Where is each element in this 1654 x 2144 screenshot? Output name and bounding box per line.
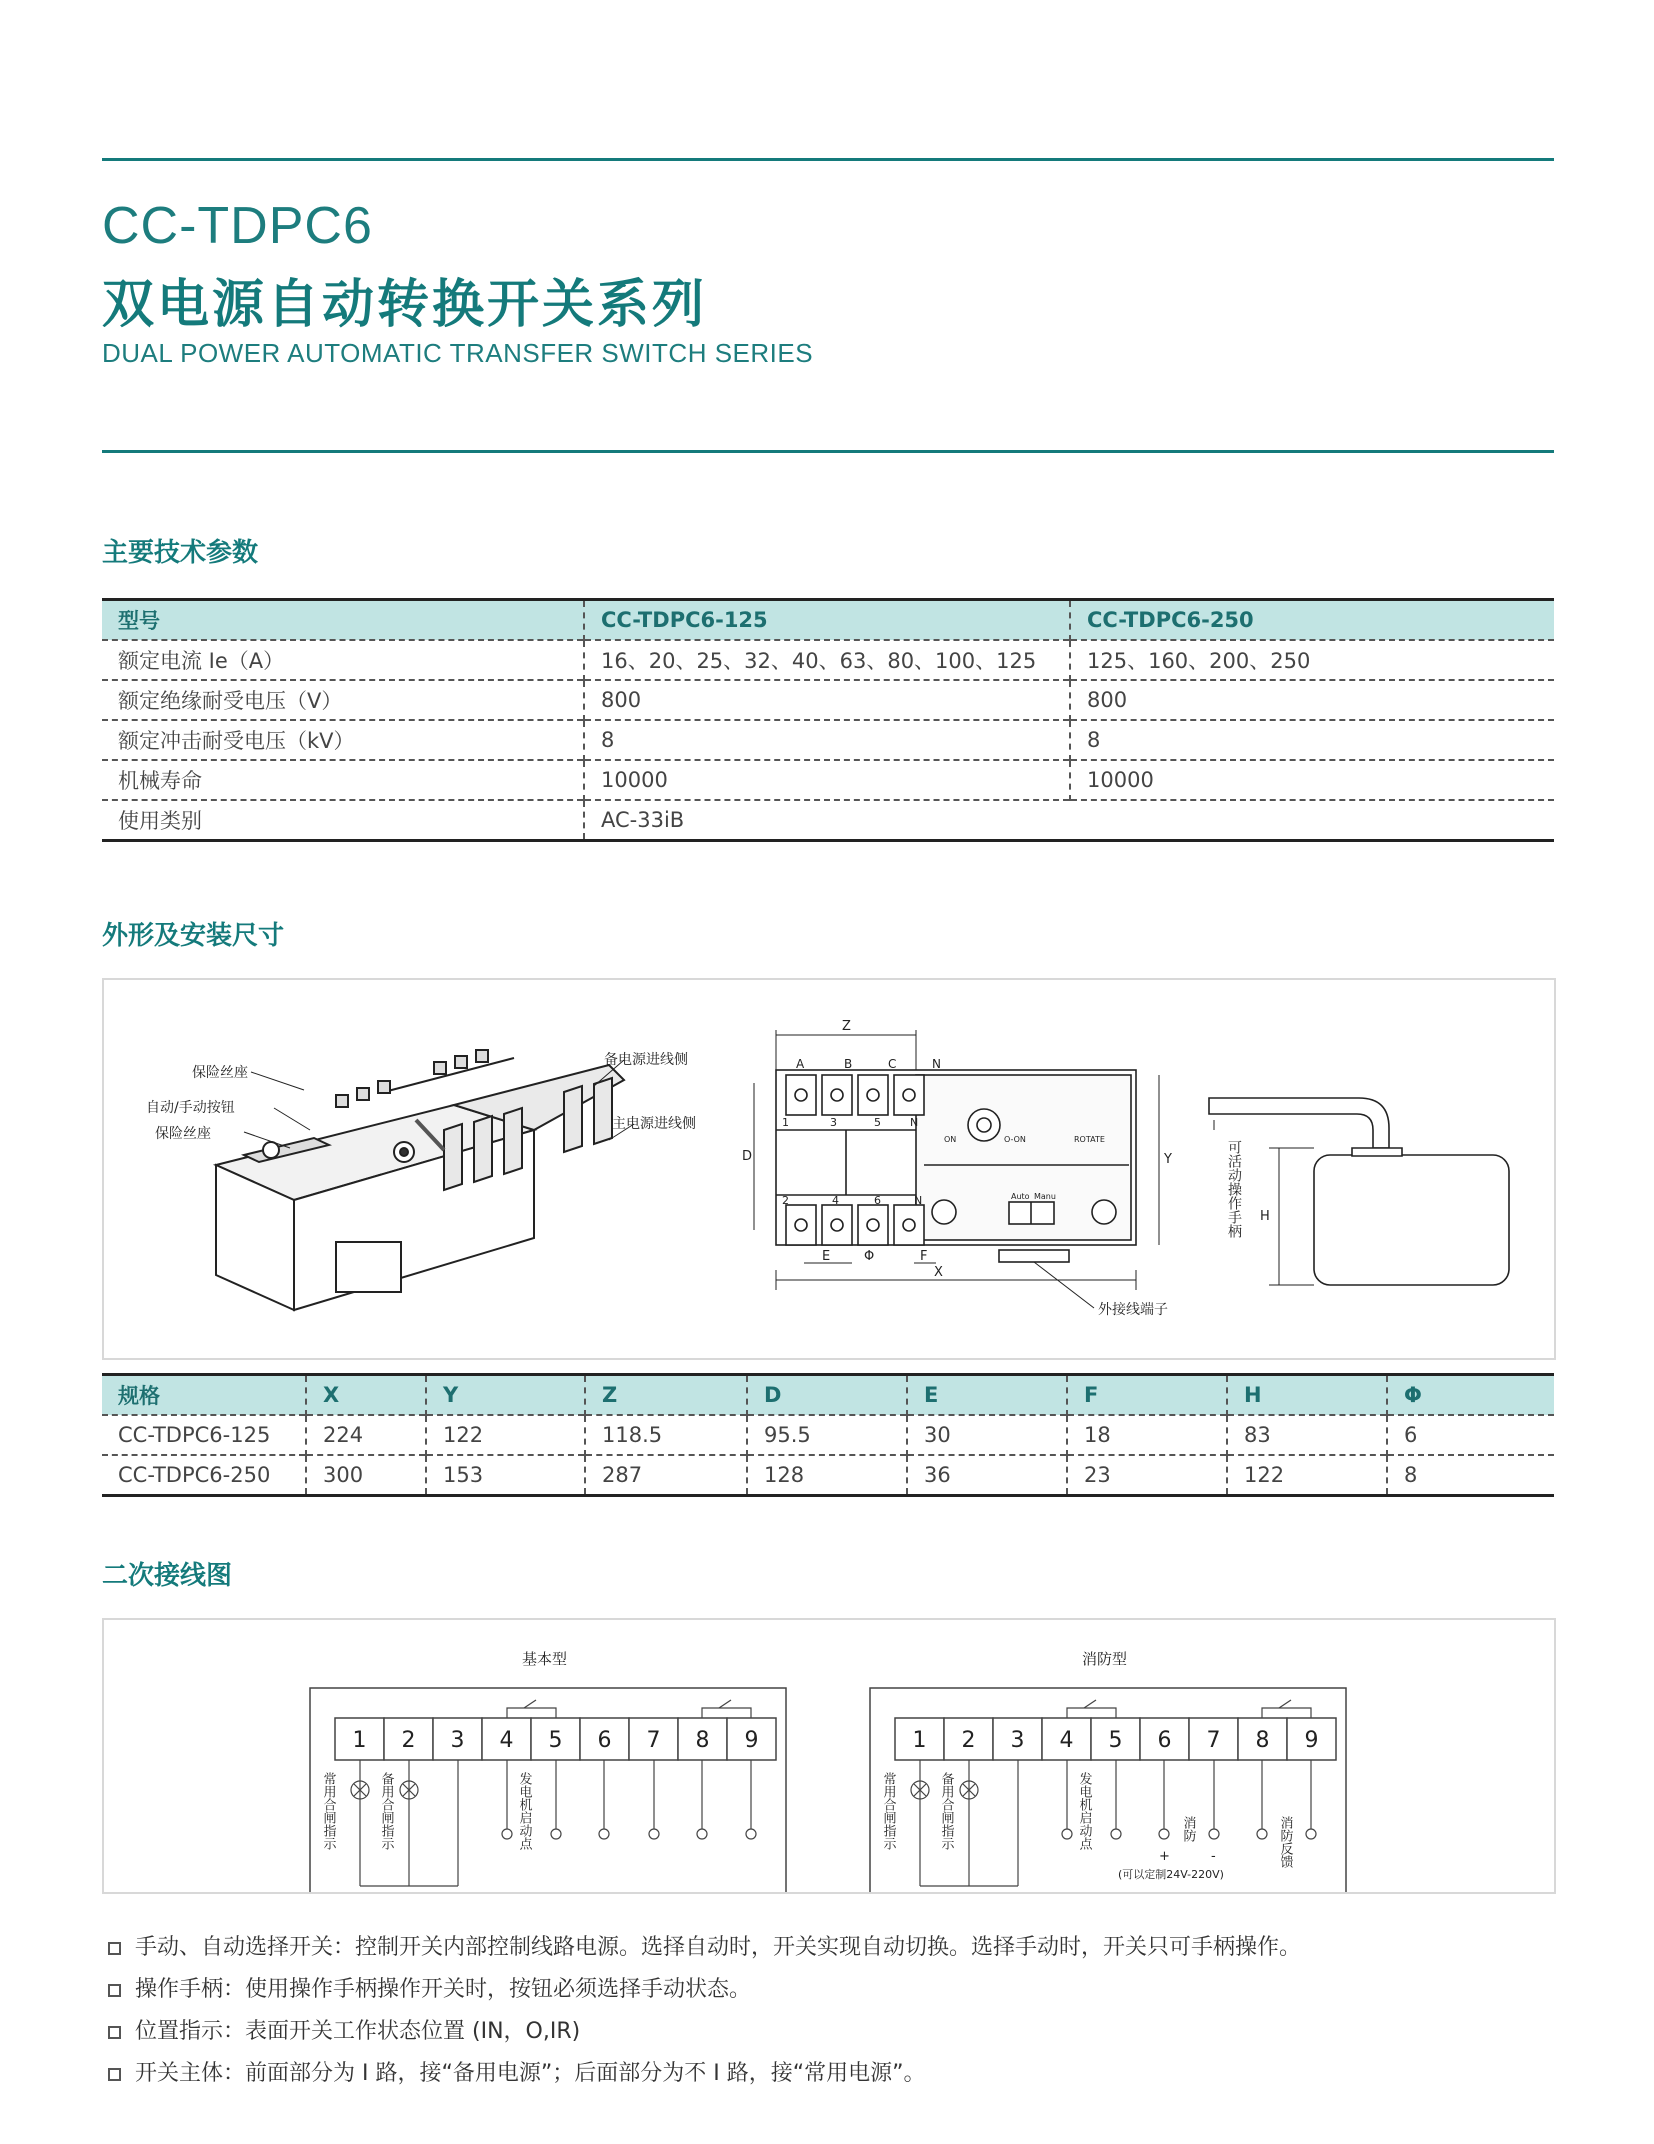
bullet-square-icon bbox=[108, 1942, 121, 1955]
spec-cell: 10000 bbox=[584, 760, 1070, 800]
fire-lamp1-label: 常用合闸指示 bbox=[880, 1772, 896, 1850]
section-title-wiring: 二次接线图 bbox=[102, 1561, 233, 1591]
dimension-drawings bbox=[104, 980, 1554, 1358]
dim-cell: 122 bbox=[426, 1415, 585, 1455]
terminal-number: 5 bbox=[548, 1728, 563, 1753]
dim-cell: 287 bbox=[585, 1455, 747, 1496]
fire-voltage-note: (可以定制24V-220V) bbox=[1118, 1868, 1224, 1881]
terminal-number: 3 bbox=[450, 1728, 465, 1753]
terminal-number: 1 bbox=[352, 1728, 367, 1753]
note-item bbox=[108, 1930, 1301, 1961]
dim-cell: 224 bbox=[306, 1415, 426, 1455]
fire-signal-label: 消防 bbox=[1180, 1816, 1196, 1842]
dim-phi-label: Φ bbox=[864, 1249, 875, 1264]
table-row bbox=[102, 720, 1554, 760]
header-bottom-rule bbox=[102, 450, 1554, 453]
dim-cell: 83 bbox=[1227, 1415, 1387, 1455]
dim-cell: 36 bbox=[907, 1455, 1067, 1496]
dim-y-label: Y bbox=[1164, 1152, 1172, 1167]
note-item bbox=[108, 2014, 580, 2045]
spec-cell: AC-33iB bbox=[584, 800, 1554, 841]
table-row bbox=[102, 760, 1554, 800]
dim-cell: 95.5 bbox=[747, 1415, 907, 1455]
bullet-square-icon bbox=[108, 1984, 121, 1997]
spec-header-cell: CC-TDPC6-125 bbox=[584, 600, 1070, 641]
note-text: 手动、自动选择开关：控制开关内部控制线路电源。选择自动时，开关实现自动切换。选择手动时，开关只可手柄操作。 bbox=[135, 1935, 1302, 1960]
dim-header-cell: Φ bbox=[1387, 1375, 1554, 1416]
dim-cell: 23 bbox=[1067, 1455, 1227, 1496]
section-title-specs: 主要技术参数 bbox=[102, 538, 259, 568]
terminal-number: 8 bbox=[695, 1728, 710, 1753]
dim-h-label: H bbox=[1260, 1209, 1270, 1224]
basic-lamp2-label: 备用合闸指示 bbox=[378, 1772, 394, 1850]
dim-header-cell: H bbox=[1227, 1375, 1387, 1416]
fire-feedback-label: 消防反馈 bbox=[1277, 1816, 1293, 1868]
dim-d-label: D bbox=[742, 1149, 753, 1164]
dim-header-row bbox=[102, 1375, 1554, 1416]
fire-minus-label: - bbox=[1211, 1849, 1216, 1864]
terminal-number: 3 bbox=[1010, 1728, 1025, 1753]
movable-handle-label: 可活动操作手柄 bbox=[1226, 1140, 1242, 1238]
terminal-number: 6 bbox=[597, 1728, 612, 1753]
spec-cell: 机械寿命 bbox=[102, 760, 584, 800]
terminal-number: 4 bbox=[1059, 1728, 1074, 1753]
basic-gen-label: 发电机启动点 bbox=[516, 1772, 532, 1850]
spec-header-row bbox=[102, 600, 1554, 641]
top-rule bbox=[102, 158, 1554, 161]
spec-cell: 额定电流 Ie（A） bbox=[102, 640, 584, 680]
table-row bbox=[102, 1455, 1554, 1496]
model-title: CC-TDPC6 bbox=[102, 197, 373, 255]
backup-input-label: 备电源进线侧 bbox=[604, 1052, 688, 1068]
dim-header-cell: 规格 bbox=[102, 1375, 306, 1416]
phase-n-label: N bbox=[932, 1057, 941, 1071]
dim-cell: 30 bbox=[907, 1415, 1067, 1455]
front-view-drawing bbox=[754, 1030, 1159, 1308]
wiring-diagram-box bbox=[102, 1618, 1556, 1894]
panel-o-on-label: O-ON bbox=[1004, 1135, 1026, 1144]
terminal-n2-label: N bbox=[914, 1194, 923, 1207]
terminal-n-label: N bbox=[910, 1116, 919, 1129]
phase-c-label: C bbox=[888, 1057, 897, 1071]
spec-cell: 800 bbox=[584, 680, 1070, 720]
fire-type-title: 消防型 bbox=[1082, 1650, 1128, 1668]
english-title: DUAL POWER AUTOMATIC TRANSFER SWITCH SERIES bbox=[102, 338, 814, 368]
basic-type-title: 基本型 bbox=[522, 1650, 568, 1668]
wiring-diagrams bbox=[104, 1620, 1554, 1892]
fire-terminal-strip bbox=[895, 1718, 1336, 1760]
terminal-number: 7 bbox=[1206, 1728, 1221, 1753]
fire-lamp2-label: 备用合闸指示 bbox=[938, 1772, 954, 1850]
spec-header-cell: 型号 bbox=[102, 600, 584, 641]
terminal-number: 7 bbox=[646, 1728, 661, 1753]
dim-cell: 6 bbox=[1387, 1415, 1554, 1455]
panel-auto-label: Auto bbox=[1011, 1192, 1030, 1201]
basic-wiring-diagram bbox=[310, 1650, 786, 1892]
spec-cell: 额定绝缘耐受电压（V） bbox=[102, 680, 584, 720]
dim-cell: CC-TDPC6-250 bbox=[102, 1455, 306, 1496]
isometric-switch-drawing bbox=[216, 1050, 634, 1310]
terminal-number: 9 bbox=[1304, 1728, 1319, 1753]
dim-header-cell: Y bbox=[426, 1375, 585, 1416]
terminal-number: 9 bbox=[744, 1728, 759, 1753]
fuse-holder-label-2: 保险丝座 bbox=[155, 1126, 211, 1142]
section-title-dimensions: 外形及安装尺寸 bbox=[102, 921, 285, 951]
table-row bbox=[102, 1415, 1554, 1455]
dim-cell: 8 bbox=[1387, 1455, 1554, 1496]
table-row bbox=[102, 640, 1554, 680]
terminal-number: 6 bbox=[1157, 1728, 1172, 1753]
phase-a-label: A bbox=[796, 1057, 805, 1071]
auto-manual-button-label: 自动/手动按钮 bbox=[146, 1100, 235, 1116]
terminal-2-label: 2 bbox=[782, 1194, 789, 1207]
dim-x-label: X bbox=[934, 1265, 943, 1280]
note-item bbox=[108, 2056, 926, 2087]
dim-header-cell: X bbox=[306, 1375, 426, 1416]
basic-terminal-strip bbox=[335, 1718, 776, 1760]
dim-cell: 153 bbox=[426, 1455, 585, 1496]
spec-table bbox=[102, 598, 1554, 842]
spec-cell: 16、20、25、32、40、63、80、100、125 bbox=[584, 640, 1070, 680]
fire-wiring-diagram bbox=[870, 1650, 1346, 1892]
spec-cell: 8 bbox=[584, 720, 1070, 760]
terminal-number: 5 bbox=[1108, 1728, 1123, 1753]
dim-z-label: Z bbox=[842, 1019, 851, 1034]
note-text: 位置指示：表面开关工作状态位置 (IN，O,IR) bbox=[135, 2019, 581, 2044]
spec-header-cell: CC-TDPC6-250 bbox=[1070, 600, 1554, 641]
panel-on-label: ON bbox=[944, 1135, 957, 1144]
dim-e-label: E bbox=[822, 1249, 831, 1264]
table-row bbox=[102, 680, 1554, 720]
dim-cell: CC-TDPC6-125 bbox=[102, 1415, 306, 1455]
note-text: 操作手柄：使用操作手柄操作开关时，按钮必须选择手动状态。 bbox=[135, 1977, 752, 2002]
spec-cell: 额定冲击耐受电压（kV） bbox=[102, 720, 584, 760]
spec-cell: 800 bbox=[1070, 680, 1554, 720]
fuse-holder-label-1: 保险丝座 bbox=[192, 1065, 248, 1081]
dim-header-cell: Z bbox=[585, 1375, 747, 1416]
bullet-square-icon bbox=[108, 2068, 121, 2081]
dim-header-cell: F bbox=[1067, 1375, 1227, 1416]
dimension-figure-box bbox=[102, 978, 1556, 1360]
terminal-6-label: 6 bbox=[874, 1194, 881, 1207]
external-terminal-label: 外接线端子 bbox=[1098, 1302, 1168, 1318]
terminal-3-label: 3 bbox=[830, 1116, 837, 1129]
terminal-number: 8 bbox=[1255, 1728, 1270, 1753]
terminal-number: 2 bbox=[401, 1728, 416, 1753]
side-view-drawing bbox=[1209, 1098, 1509, 1285]
bullet-square-icon bbox=[108, 2026, 121, 2039]
dim-cell: 128 bbox=[747, 1455, 907, 1496]
dim-cell: 300 bbox=[306, 1455, 426, 1496]
chinese-title: 双电源自动转换开关系列 bbox=[102, 275, 708, 335]
note-item bbox=[108, 1972, 751, 2003]
spec-cell: 8 bbox=[1070, 720, 1554, 760]
panel-manu-label: Manu bbox=[1034, 1192, 1056, 1201]
terminal-number: 4 bbox=[499, 1728, 514, 1753]
terminal-number: 2 bbox=[961, 1728, 976, 1753]
dim-cell: 118.5 bbox=[585, 1415, 747, 1455]
spec-cell: 使用类别 bbox=[102, 800, 584, 841]
fire-gen-label: 发电机启动点 bbox=[1076, 1772, 1092, 1850]
dim-header-cell: E bbox=[907, 1375, 1067, 1416]
terminal-4-label: 4 bbox=[832, 1194, 839, 1207]
terminal-number: 1 bbox=[912, 1728, 927, 1753]
dim-f-label: F bbox=[920, 1249, 928, 1264]
dimension-table bbox=[102, 1373, 1554, 1497]
dim-cell: 122 bbox=[1227, 1455, 1387, 1496]
spec-cell: 125、160、200、250 bbox=[1070, 640, 1554, 680]
fire-plus-label: + bbox=[1159, 1849, 1170, 1864]
terminal-1-label: 1 bbox=[782, 1116, 789, 1129]
phase-b-label: B bbox=[844, 1057, 853, 1071]
basic-lamp1-label: 常用合闸指示 bbox=[320, 1772, 336, 1850]
terminal-5-label: 5 bbox=[874, 1116, 881, 1129]
panel-rotate-label: ROTATE bbox=[1074, 1135, 1105, 1144]
main-input-label: 主电源进线侧 bbox=[612, 1116, 696, 1132]
table-row bbox=[102, 800, 1554, 841]
dim-cell: 18 bbox=[1067, 1415, 1227, 1455]
note-text: 开关主体：前面部分为 I 路，接“备用电源”；后面部分为不 I 路，接“常用电源”。 bbox=[135, 2061, 926, 2086]
spec-cell: 10000 bbox=[1070, 760, 1554, 800]
dim-header-cell: D bbox=[747, 1375, 907, 1416]
